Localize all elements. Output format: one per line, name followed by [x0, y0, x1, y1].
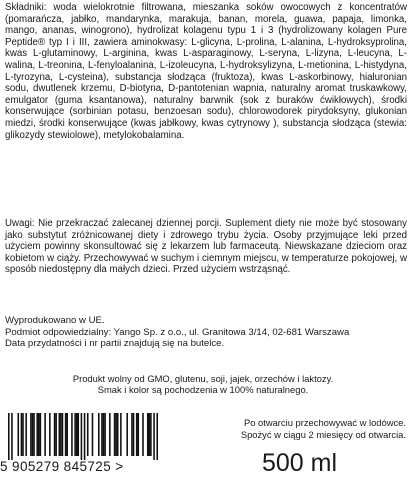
barcode-bar — [92, 413, 94, 456]
warnings-text: Uwagi: Nie przekraczać zalecanej dziennej porcji. Suplement diety nie może być stosowany jako substytut zróżnicowanej diety i zdrowego trybu życia. Osoby przyjmujące leki przed użyciem powinny skonsultować się z lekarzem lub farmaceutą. Niewskazane dzieciom oraz kobietom w ciąży. Przechowywać w suchym i ciemnym miejscu, w temperaturze pokojowej, w sposób niedostępny dla małych dzieci. Przed użyciem wstrząsnąć. — [5, 218, 407, 276]
barcode-bar — [133, 413, 135, 456]
barcode-bar — [65, 413, 67, 456]
barcode-bar — [117, 413, 119, 456]
barcode-bar — [115, 413, 117, 456]
barcode-bar — [101, 413, 103, 456]
barcode-bar — [60, 413, 62, 456]
barcode-bar — [40, 413, 42, 456]
barcode-bar — [30, 413, 32, 456]
barcode-bar — [55, 413, 57, 456]
responsible-entity-text: Podmiot odpowiedzialny: Yango Sp. z o.o., ul. Granitowa 3/14, 02-681 Warszawa — [5, 326, 350, 338]
barcode-image — [8, 413, 158, 460]
made-in-text: Wyprodukowano w UE. — [5, 315, 105, 326]
barcode-bar — [136, 413, 138, 456]
barcode-bar — [84, 413, 86, 460]
barcode-bar — [126, 413, 128, 456]
natural-origin-text: Smak i kolor są pochodzenia w 100% naturalnego. — [97, 384, 309, 396]
barcode-bar — [109, 413, 111, 456]
allergen-info — [53, 373, 353, 396]
barcode-bar — [8, 413, 10, 460]
barcode-bar — [22, 413, 24, 456]
allergen-free-text: Produkt wolny od GMO, glutenu, soji, jajek, orzechów i laktozy. — [72, 373, 334, 384]
volume-label: 500 ml — [262, 449, 338, 477]
barcode-bar — [74, 413, 76, 456]
barcode-bar — [114, 413, 116, 456]
barcode-bar — [36, 413, 38, 456]
barcode-bar — [149, 413, 151, 456]
barcode-bar — [59, 413, 61, 456]
barcode-bar — [142, 413, 144, 456]
barcode-bar — [33, 413, 35, 456]
barcode-bar — [38, 413, 40, 456]
storage-info — [202, 417, 406, 441]
best-before-text: Data przydatności i nr partii znajdują się na butelce. — [5, 338, 225, 349]
barcode-bar — [76, 413, 78, 456]
barcode-bar — [104, 413, 106, 456]
barcode-bar — [147, 413, 149, 456]
barcode-bar — [71, 413, 73, 456]
barcode-bar — [32, 413, 34, 456]
barcode-bar — [62, 413, 64, 456]
barcode-bar — [87, 413, 89, 456]
barcode-bar — [77, 413, 79, 456]
barcode-bar — [25, 413, 27, 456]
barcode-bar — [120, 413, 122, 456]
barcode-bar — [66, 413, 68, 456]
storage-consume-text: Spożyć w ciągu 2 miesięcy od otwarcia. — [240, 429, 406, 441]
ingredients-text: Składniki: woda wielokrotnie filtrowana, mieszanka soków owocowych z koncentratów (pomarańcza, jabłko, mandarynka, marakuja, banan, morela, guawa, papaja, limonka, mango, ananas, winogrono), hydrolizat kolagenu typu 1 i 3 (hydrolizowany kolagen Pure Peptide® typ I i III, zawiera aminokwasy: L-glicyna, L-prolina, L-alanina, L-hydroksyprolina, kwas L-glutaminowy, L-arginina, kwas L-asparaginowy, L-seryna, L-lizyna, L-leucyna, L-walina, L-treonina, L-fenyloalanina, L-izoleucyna, L-hydroksylizyna, L-metionina, L-histydyna, L-tyrozyna, L-cysteina), substancja słodząca (fruktoza), kwas L-askorbinowy, hialuronian sodu, dwutlenek krzemu, D-biotyna, D-pantotenian wapnia, naturalny aromat truskawkowy, emulgator (guma ksantanowa), naturalny barwnik (sok z buraków ćwikłowych), środki konserwujące (sorbinian potasu, benzoesan sodu), chlorowodorek pirydoksyny, glukonian miedzi, środki konserwujące (kwas jabłkowy, kwas cytrynowy ), substancja słodząca (stewia: glikozydy stewiolowe), metylokobalamina. — [5, 2, 407, 141]
barcode-bar — [21, 413, 23, 456]
barcode-bar — [137, 413, 139, 456]
barcode-bar — [150, 413, 152, 456]
barcode-bar — [81, 413, 83, 460]
barcode-bar — [49, 413, 51, 456]
barcode-bar — [44, 413, 46, 456]
barcode-bar — [11, 413, 13, 460]
barcode-bar — [54, 413, 56, 456]
barcode-bar — [103, 413, 105, 456]
barcode-bar — [17, 413, 19, 456]
barcode-digits: 5 905279 845725 > — [0, 459, 124, 474]
storage-fridge-text: Po otwarciu przechowywać w lodówce. — [243, 417, 406, 428]
barcode-bar — [98, 413, 100, 456]
production-info — [5, 315, 407, 350]
barcode-bar — [156, 413, 158, 460]
barcode-bar — [131, 413, 133, 456]
barcode-bar — [153, 413, 155, 460]
